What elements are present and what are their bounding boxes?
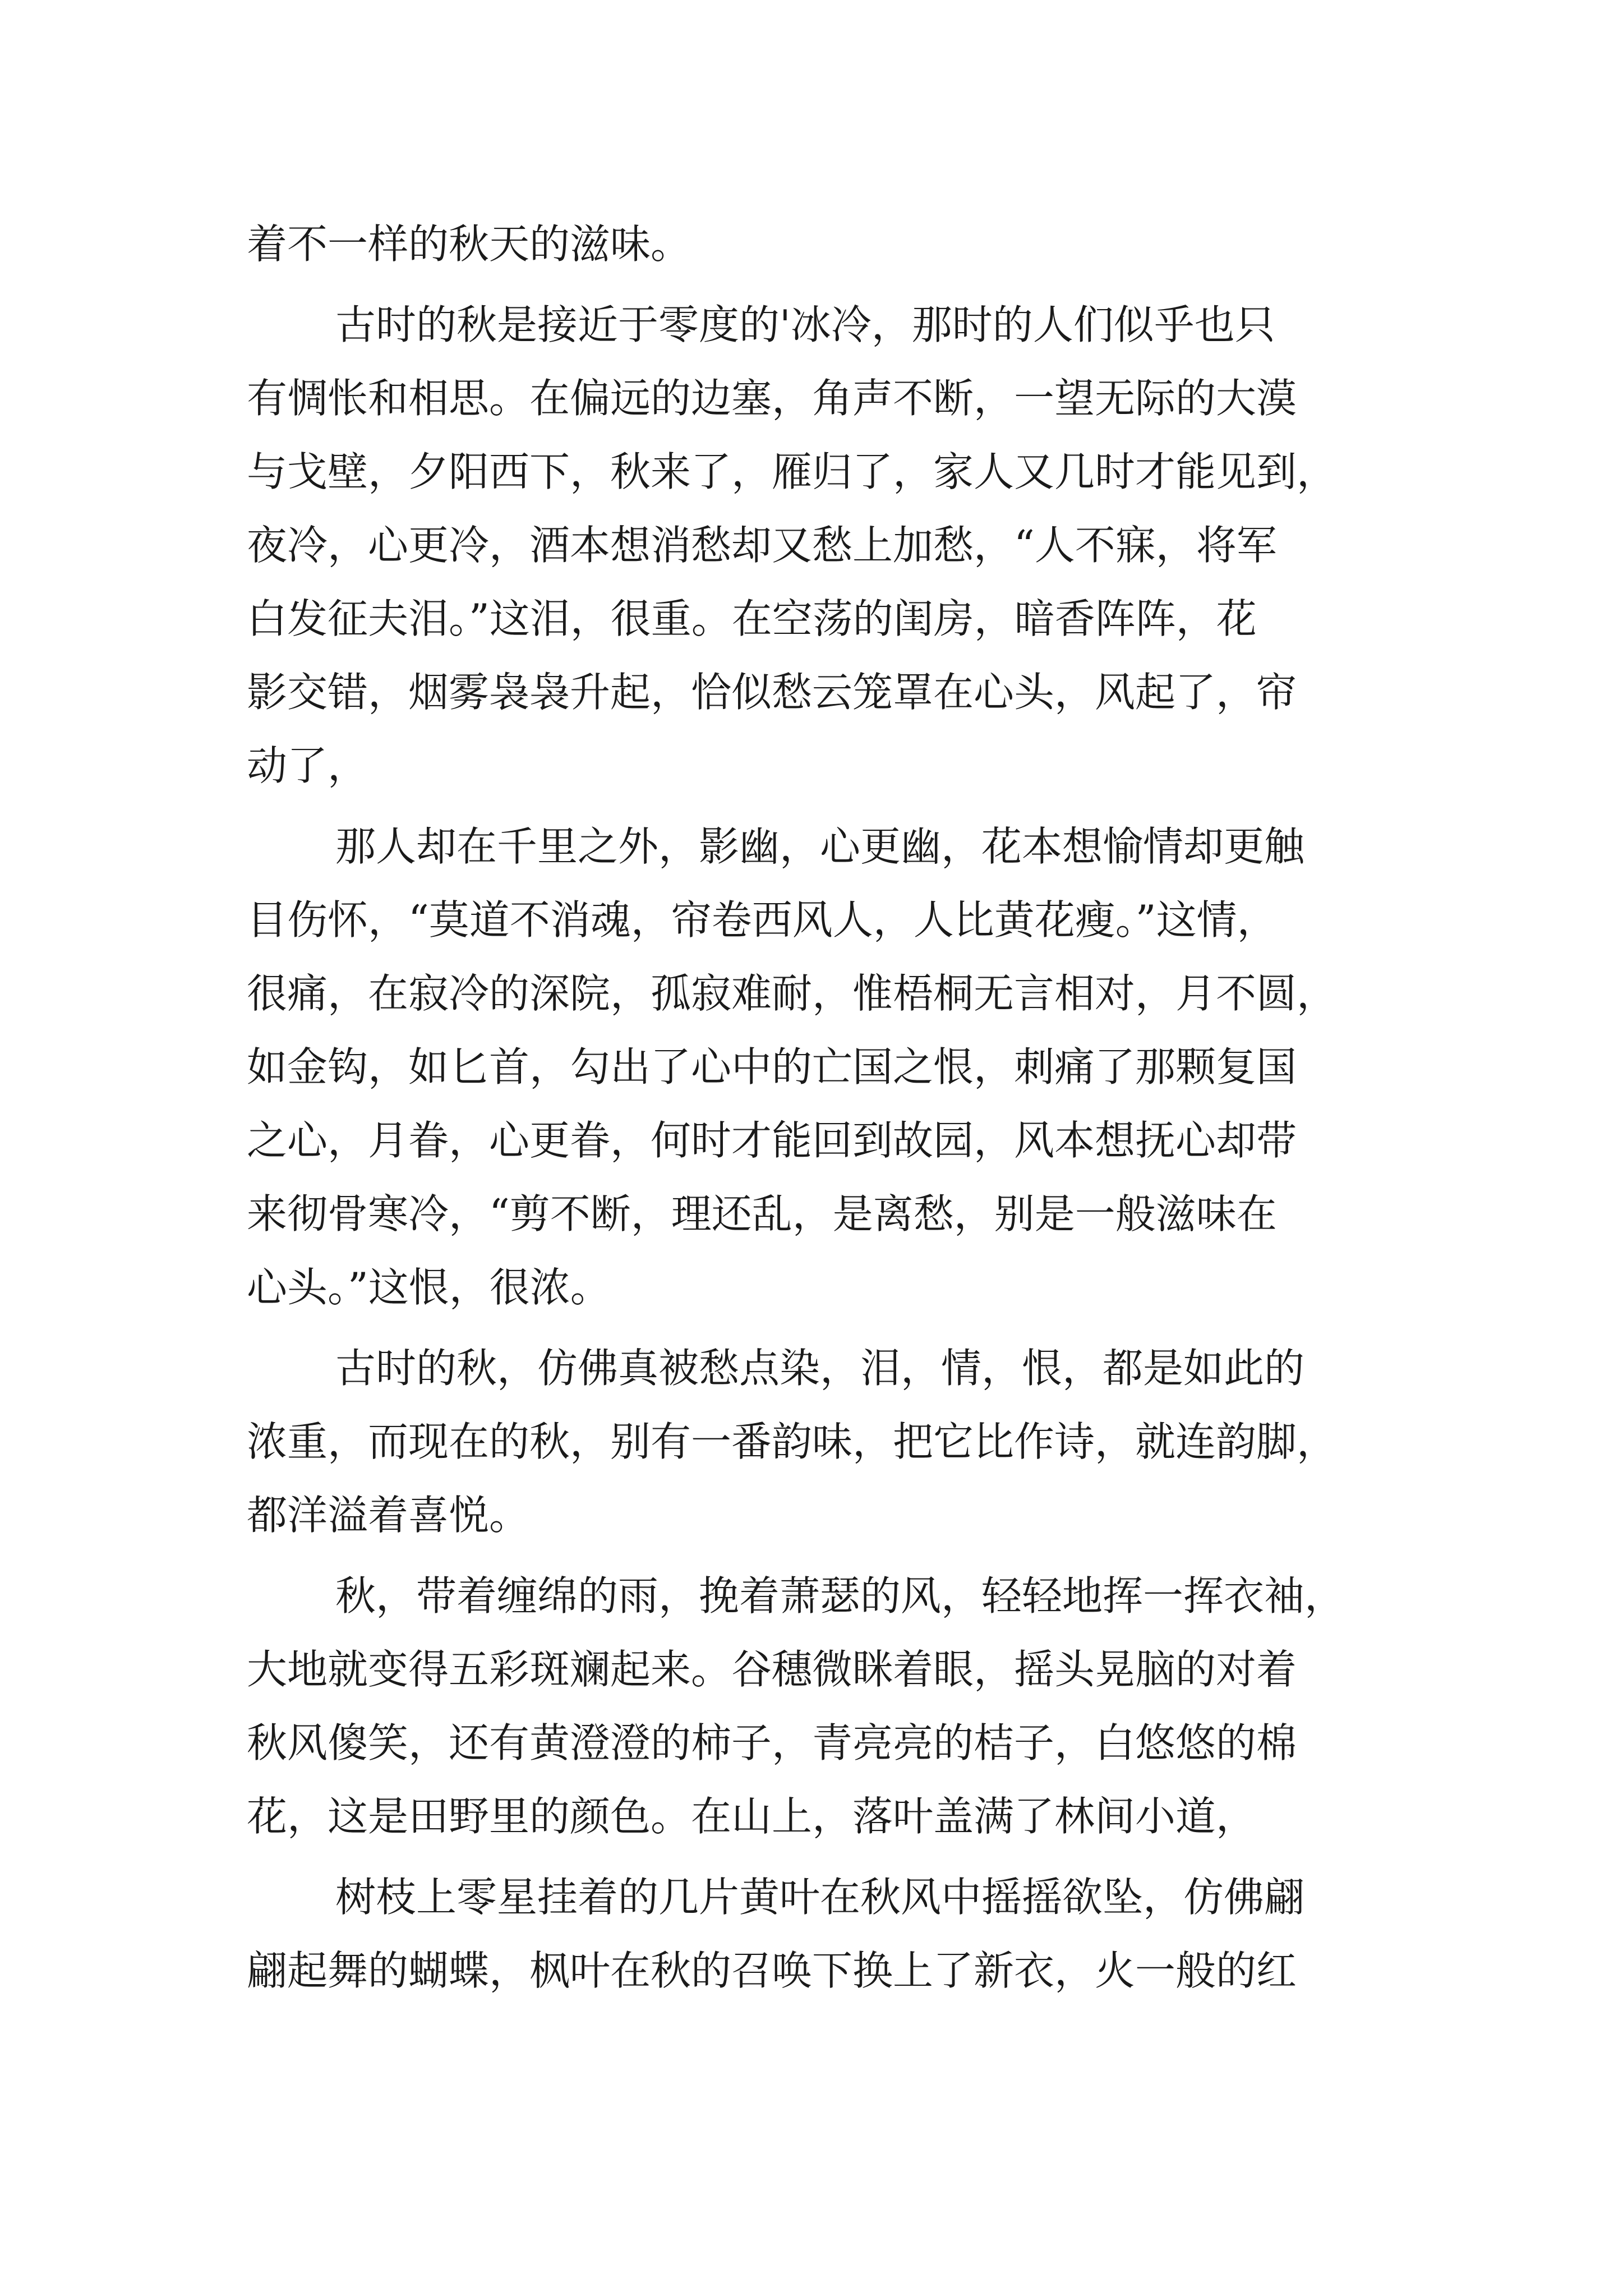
paragraph-3 [247, 810, 1385, 1324]
text-line: 如金钩，如匕首，勾出了心中的亡国之恨，刺痛了那颗复国 [247, 1043, 1297, 1091]
text-line: 花，这是田野里的颜色。在山上，落叶盖满了林间小道， [247, 1793, 1257, 1840]
text-line: 之心，月眷，心更眷，何时才能回到故园，风本想抚心却带 [247, 1117, 1297, 1164]
text-line: 浓重，而现在的秋，别有一番韵味，把它比作诗，就连韵脚， [247, 1418, 1338, 1465]
text-line: 着不一样的秋天的滋味。 [247, 220, 691, 268]
paragraph-2 [247, 288, 1385, 803]
text-line: 夜冷，心更冷，酒本想消愁却又愁上加愁，“人不寐，将军 [247, 522, 1277, 569]
paragraph-gap [247, 1552, 1385, 1559]
text-line: 与戈壁，夕阳西下，秋来了，雁归了，家人又几时才能见到， [247, 448, 1338, 495]
text-line: 秋风傻笑，还有黄澄澄的柿子，青亮亮的桔子，白悠悠的棉 [247, 1719, 1297, 1766]
paragraph-gap [247, 281, 1385, 288]
paragraph-gap [247, 1324, 1385, 1332]
paragraph-4 [247, 1332, 1385, 1552]
text-line: 来彻骨寒冷，“剪不断，理还乱，是离愁，别是一般滋味在 [247, 1190, 1277, 1237]
text-line: 心头。”这恨，很浓。 [247, 1264, 611, 1311]
text-line: 动了， [247, 742, 368, 789]
paragraph-1 [247, 208, 1385, 281]
text-line: 树枝上零星挂着的几片黄叶在秋风中摇摇欲坠，仿佛翩 [335, 1874, 1305, 1921]
text-line: 大地就变得五彩斑斓起来。谷穗微眯着眼，摇头晃脑的对着 [247, 1646, 1297, 1693]
text-line: 古时的秋，仿佛真被愁点染，泪，情，恨，都是如此的 [335, 1345, 1305, 1392]
body-text [247, 208, 1385, 2008]
text-line: 很痛，在寂冷的深院，孤寂难耐，惟梧桐无言相对，月不圆， [247, 970, 1338, 1017]
text-line: 古时的秋是接近于零度的'冰冷，那时的人们似乎也只 [335, 301, 1275, 348]
text-line: 都洋溢着喜悦。 [247, 1492, 530, 1539]
text-line: 白发征夫泪。”这泪，很重。在空荡的闺房，暗香阵阵，花 [247, 595, 1257, 642]
text-line: 目伤怀，“莫道不消魂，帘卷西风人，人比黄花瘦。”这情， [247, 896, 1278, 944]
paragraph-5 [247, 1559, 1385, 1853]
text-line: 翩起舞的蝴蝶，枫叶在秋的召唤下换上了新衣，火一般的红 [247, 1947, 1297, 1994]
text-line: 那人却在千里之外，影幽，心更幽，花本想愉情却更触 [335, 823, 1305, 870]
text-line: 影交错，烟雾袅袅升起，恰似愁云笼罩在心头，风起了，帘 [247, 669, 1297, 716]
text-line: 秋，带着缠绵的雨，挽着萧瑟的风，轻轻地挥一挥衣袖， [335, 1572, 1345, 1619]
paragraph-gap [247, 803, 1385, 810]
text-line: 有惆怅和相思。在偏远的边塞，角声不断，一望无际的大漠 [247, 375, 1297, 422]
paragraph-gap [247, 1853, 1385, 1861]
paragraph-6 [247, 1861, 1385, 2008]
